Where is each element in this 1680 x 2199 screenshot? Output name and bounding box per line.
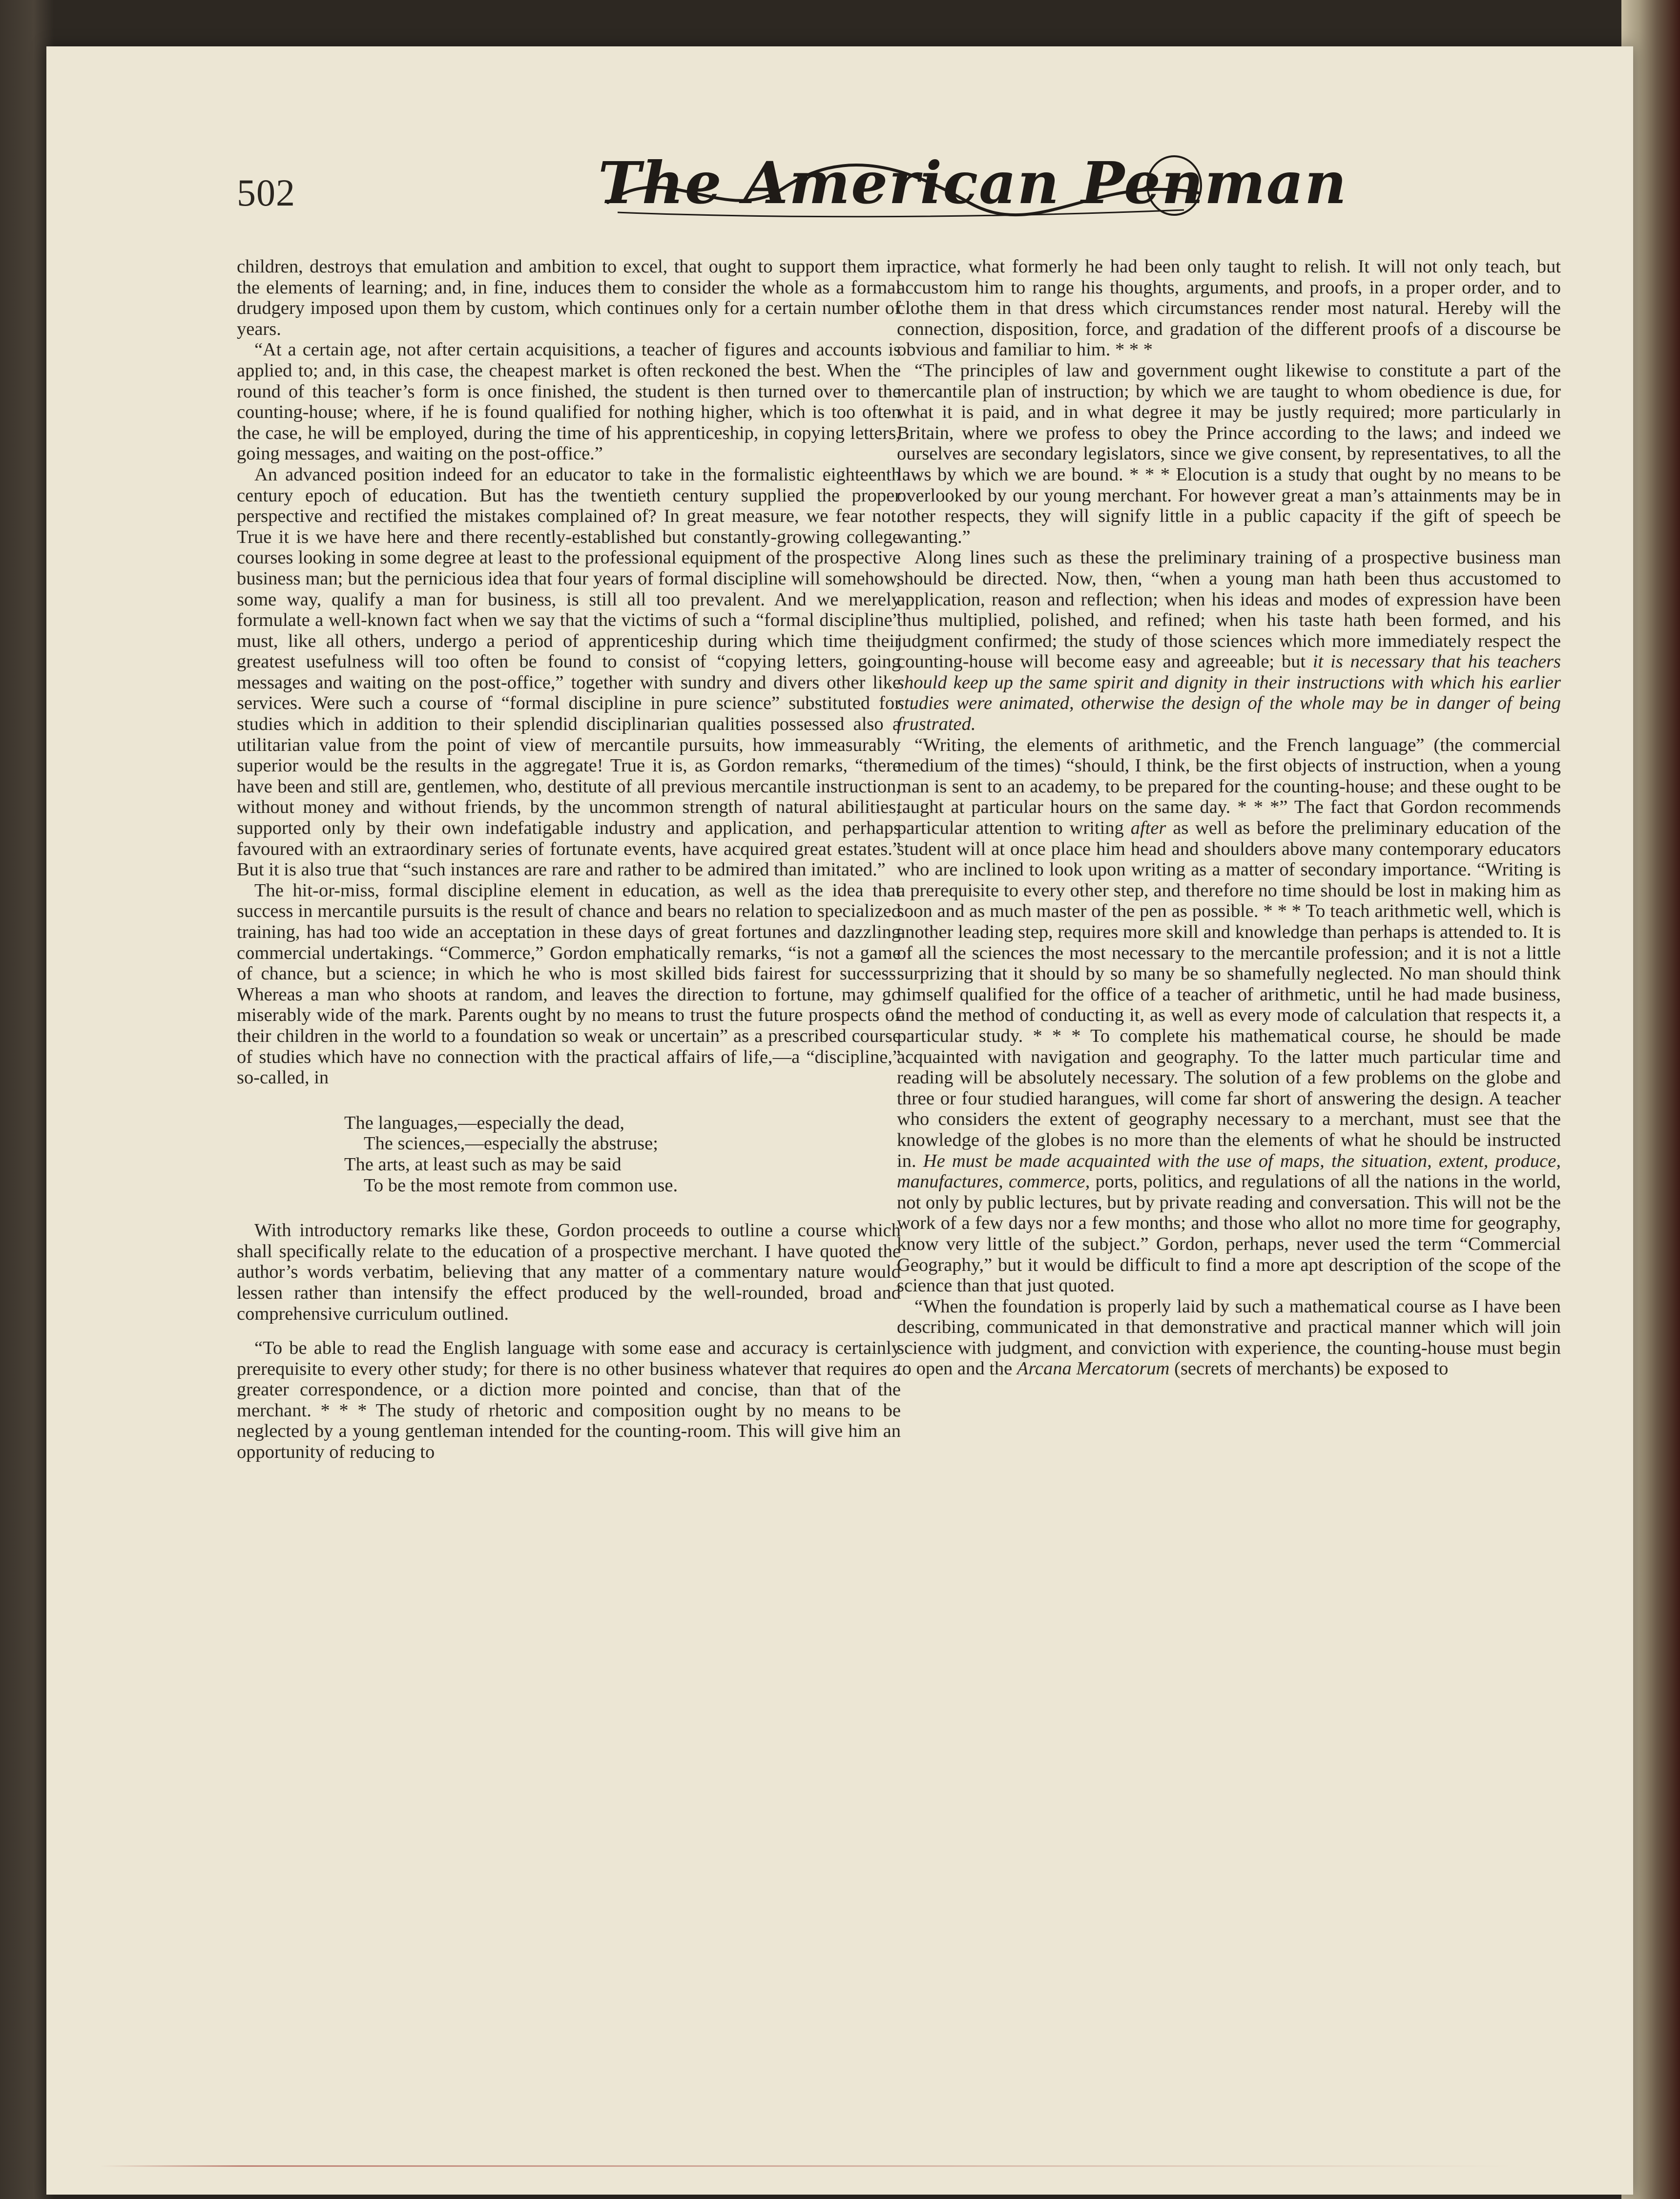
italic-run: after (1130, 818, 1166, 839)
paragraph: The hit-or-miss, formal discipline element in education, as well as the idea that success in mercantile pursuits is the result of chance and bears no relation to specialized training, has had too wide an acceptation in these days of great fortunes and dazzling commercial undertakings. “Commerce,” Gordon emphatically remarks, “is not a game of chance, but a science; in which he who is most skilled bids fairest for success. Whereas a man who shoots at random, and leaves the direction to fortune, may go miserably wide of the mark. Parents ought by no means to trust the future prospects of their children in the world to a foundation so weak or uncertain” as a prescribed course of studies which have no connection with the practical affairs of life,—a “discipline,” so-called, in (237, 880, 901, 1088)
verse-line: To be the most remote from common use. (364, 1175, 678, 1196)
text-run: as well as before the preliminary education of the student will at once place him head and shoulders above many contemporary educators who are inclined to look upon writing as a matter of secondary importance. “Writing is a prerequisite to every other step, and therefore no time should be lost in making him as soon and as much master of the pen as possible. * * * To teach arithmetic well, which is another leading step, requires more skill and knowledge than perhaps is attended to. It is of all the sciences the most necessary to the mercantile profession; and it is not a little surprizing that it should by so many be so shamefully neglected. No man should think himself qualified for the office of a teacher of arithmetic, until he had made business, and the method of conducting it, as well as every mode of calculation that respects it, a particular study. * * * To complete his mathematical course, he should be made acquainted with navigation and geography. To the latter much particular time and reading will be absolutely necessary. The solution of a few problems on the globe and three or four studied harangues, will come far short of answering the design. A teacher who considers the extent of geography necessary to a merchant, must see that the knowledge of the globes is no more than the elements of what he should be instructed in. (897, 818, 1561, 1171)
paragraph: With introductory remarks like these, Gordon proceeds to outline a course which shall specifically relate to the education of a prospective merchant. I have quoted the author’s words verbatim, believing that any matter of a commentary nature would lessen rather than intensify the effect produced by the well-rounded, broad and comprehensive curriculum outlined. (237, 1220, 901, 1324)
masthead-title: The American Penman (598, 149, 1348, 217)
paragraph: An advanced position indeed for an educator to take in the formalistic eighteenth century epoch of education. But has the twentieth century supplied the proper perspective and rectified the mistakes complained of? In great measure, we fear not. True it is we have here and there recently-established but constantly-growing college courses looking in some degree at least to the professional equipment of the prospective business man; but the pernicious idea that four years of formal discipline will somehow, some way, qualify a man for business, is still all too prevalent. And we merely formulate a well-known fact when we say that the victims of such a “formal discipline” must, like all others, undergo a period of apprenticeship during which time their greatest usefulness will too often be found to consist of “copying letters, going messages and waiting on the post-office,” together with sundry and divers other like services. Were such a course of “formal discipline in pure science” substituted for studies which in addition to their splendid disciplinarian qualities possessed also a utilitarian value from the point of view of mercantile pursuits, how immeasurably superior would be the results in the aggregate! True it is, as Gordon remarks, “there have been and still are, gentlemen, who, destitute of all previous mercantile instruction, without money and without friends, by the uncommon strength of natural abilities, supported only by their own indefatigable industry and application, and perhaps favoured with an extraordinary series of fortunate events, have acquired great estates.” But it is also true that “such instances are rare and rather to be admired than imitated.” (237, 464, 901, 880)
paragraph: “To be able to read the English language with some ease and accuracy is certainly prerequisite to every other study; for there is no other business whatever that requires a greater correspondence, or a diction more pointed and concise, than that of the merchant. * * * The study of rhetoric and composition ought by no means to be neglected by a young gentleman intended for the counting-room. This will give him an opportunity of reducing to (237, 1338, 901, 1463)
page-bottom-stain (100, 2165, 1516, 2167)
verse-quote (237, 1113, 901, 1196)
paragraph (897, 735, 1561, 1296)
page-number: 502 (237, 171, 295, 214)
paragraph: children, destroys that emulation and ambition to excel, that ought to support them in the elements of learning; and, in fine, induces them to consider the whole as a formal drudgery imposed upon them by custom, which continues only for a certain number of years. (237, 256, 901, 339)
verse-line: The languages,—especially the dead, (344, 1112, 625, 1133)
text-run: ports, politics, and regulations of all the nations in the world, not only by public lectures, but by private reading and conversation. This will not be the work of a few days nor a few months; and those who allot no more time for geography, know very little of the subject.” Gordon, perhaps, never used the term “Commercial Geography,” but it would be difficult to find a more apt description of the scope of the science than that just quoted. (897, 1171, 1561, 1296)
verse-line: The arts, at least such as may be said (344, 1154, 622, 1175)
text-run: “When the foundation is properly laid by such a mathematical course as I have been describing, communicated in that demonstrative and practical manner which will join science with judgment, and conviction with experience, the counting-house must begin to open and the (897, 1296, 1561, 1379)
text-run: (secrets of merchants) be exposed to (1169, 1358, 1449, 1379)
paragraph: “The principles of law and government ought likewise to constitute a part of the mercantile plan of instruction; by which we are taught to whom obedience is due, for what it is paid, and in what degree it may be justly required; more particularly in Britain, where we profess to obey the Prince according to the laws; and indeed we ourselves are secondary legislators, since we give consent, by representatives, to all the laws by which we are bound. * * * Elocution is a study that ought by no means to be overlooked by our young merchant. For however great a man’s attainments may be in other respects, they will signify little in a public capacity if the gift of speech be wanting.” (897, 360, 1561, 547)
italic-run: He must be made acquainted with the use of maps, the situation, extent, produce, manufactures, commerce, (897, 1150, 1561, 1192)
italic-run: it is necessary that his teachers should keep up the same spirit and dignity in their instructions with which his earlier studies were animated, otherwise the design of the whole may be in danger of being frustrated. (897, 651, 1561, 735)
magazine-page (46, 46, 1633, 2195)
right-column (897, 256, 1561, 1379)
left-column (237, 256, 901, 1463)
italic-run: Arcana Mercatorum (1016, 1358, 1170, 1379)
masthead (598, 144, 1348, 227)
paragraph (897, 1296, 1561, 1379)
verse-line: The sciences,—especially the abstruse; (364, 1133, 658, 1154)
paragraph: “At a certain age, not after certain acquisitions, a teacher of figures and accounts is applied to; and, in this case, the cheapest market is often reckoned the best. When the round of this teacher’s form is once finished, the student is then turned over to the counting-house; where, if he is found qualified for nothing higher, which is too often the case, he will be employed, during the time of his apprenticeship, in copying letters, going messages, and waiting on the post-office.” (237, 339, 901, 464)
paragraph: practice, what formerly he had been only taught to relish. It will not only teach, but accustom him to range his thoughts, arguments, and proofs, in a proper order, and to clothe them in that dress which circumstances render most natural. Hereby will the connection, disposition, force, and gradation of the different proofs of a discourse be obvious and familiar to him. * * * (897, 256, 1561, 360)
text-run: “Writing, the elements of arithmetic, and the French language” (the commercial medium of the times) “should, I think, be the first objects of instruction, when a young man is sent to an academy, to be prepared for the counting-house; and these ought to be taught at particular hours on the same day. * * *” The fact that Gordon recommends particular attention to writing (897, 734, 1561, 839)
paragraph (897, 547, 1561, 734)
text-run: Along lines such as these the preliminary training of a prospective business man should be directed. Now, then, “when a young man hath been thus accustomed to application, reason and reflection; when his ideas and modes of expression have been thus multiplied, polished, and refined; when his taste hath been formed, and his judgment confirmed; the study of those sciences which more immediately respect the counting-house will become easy and agreeable; but (897, 547, 1561, 672)
